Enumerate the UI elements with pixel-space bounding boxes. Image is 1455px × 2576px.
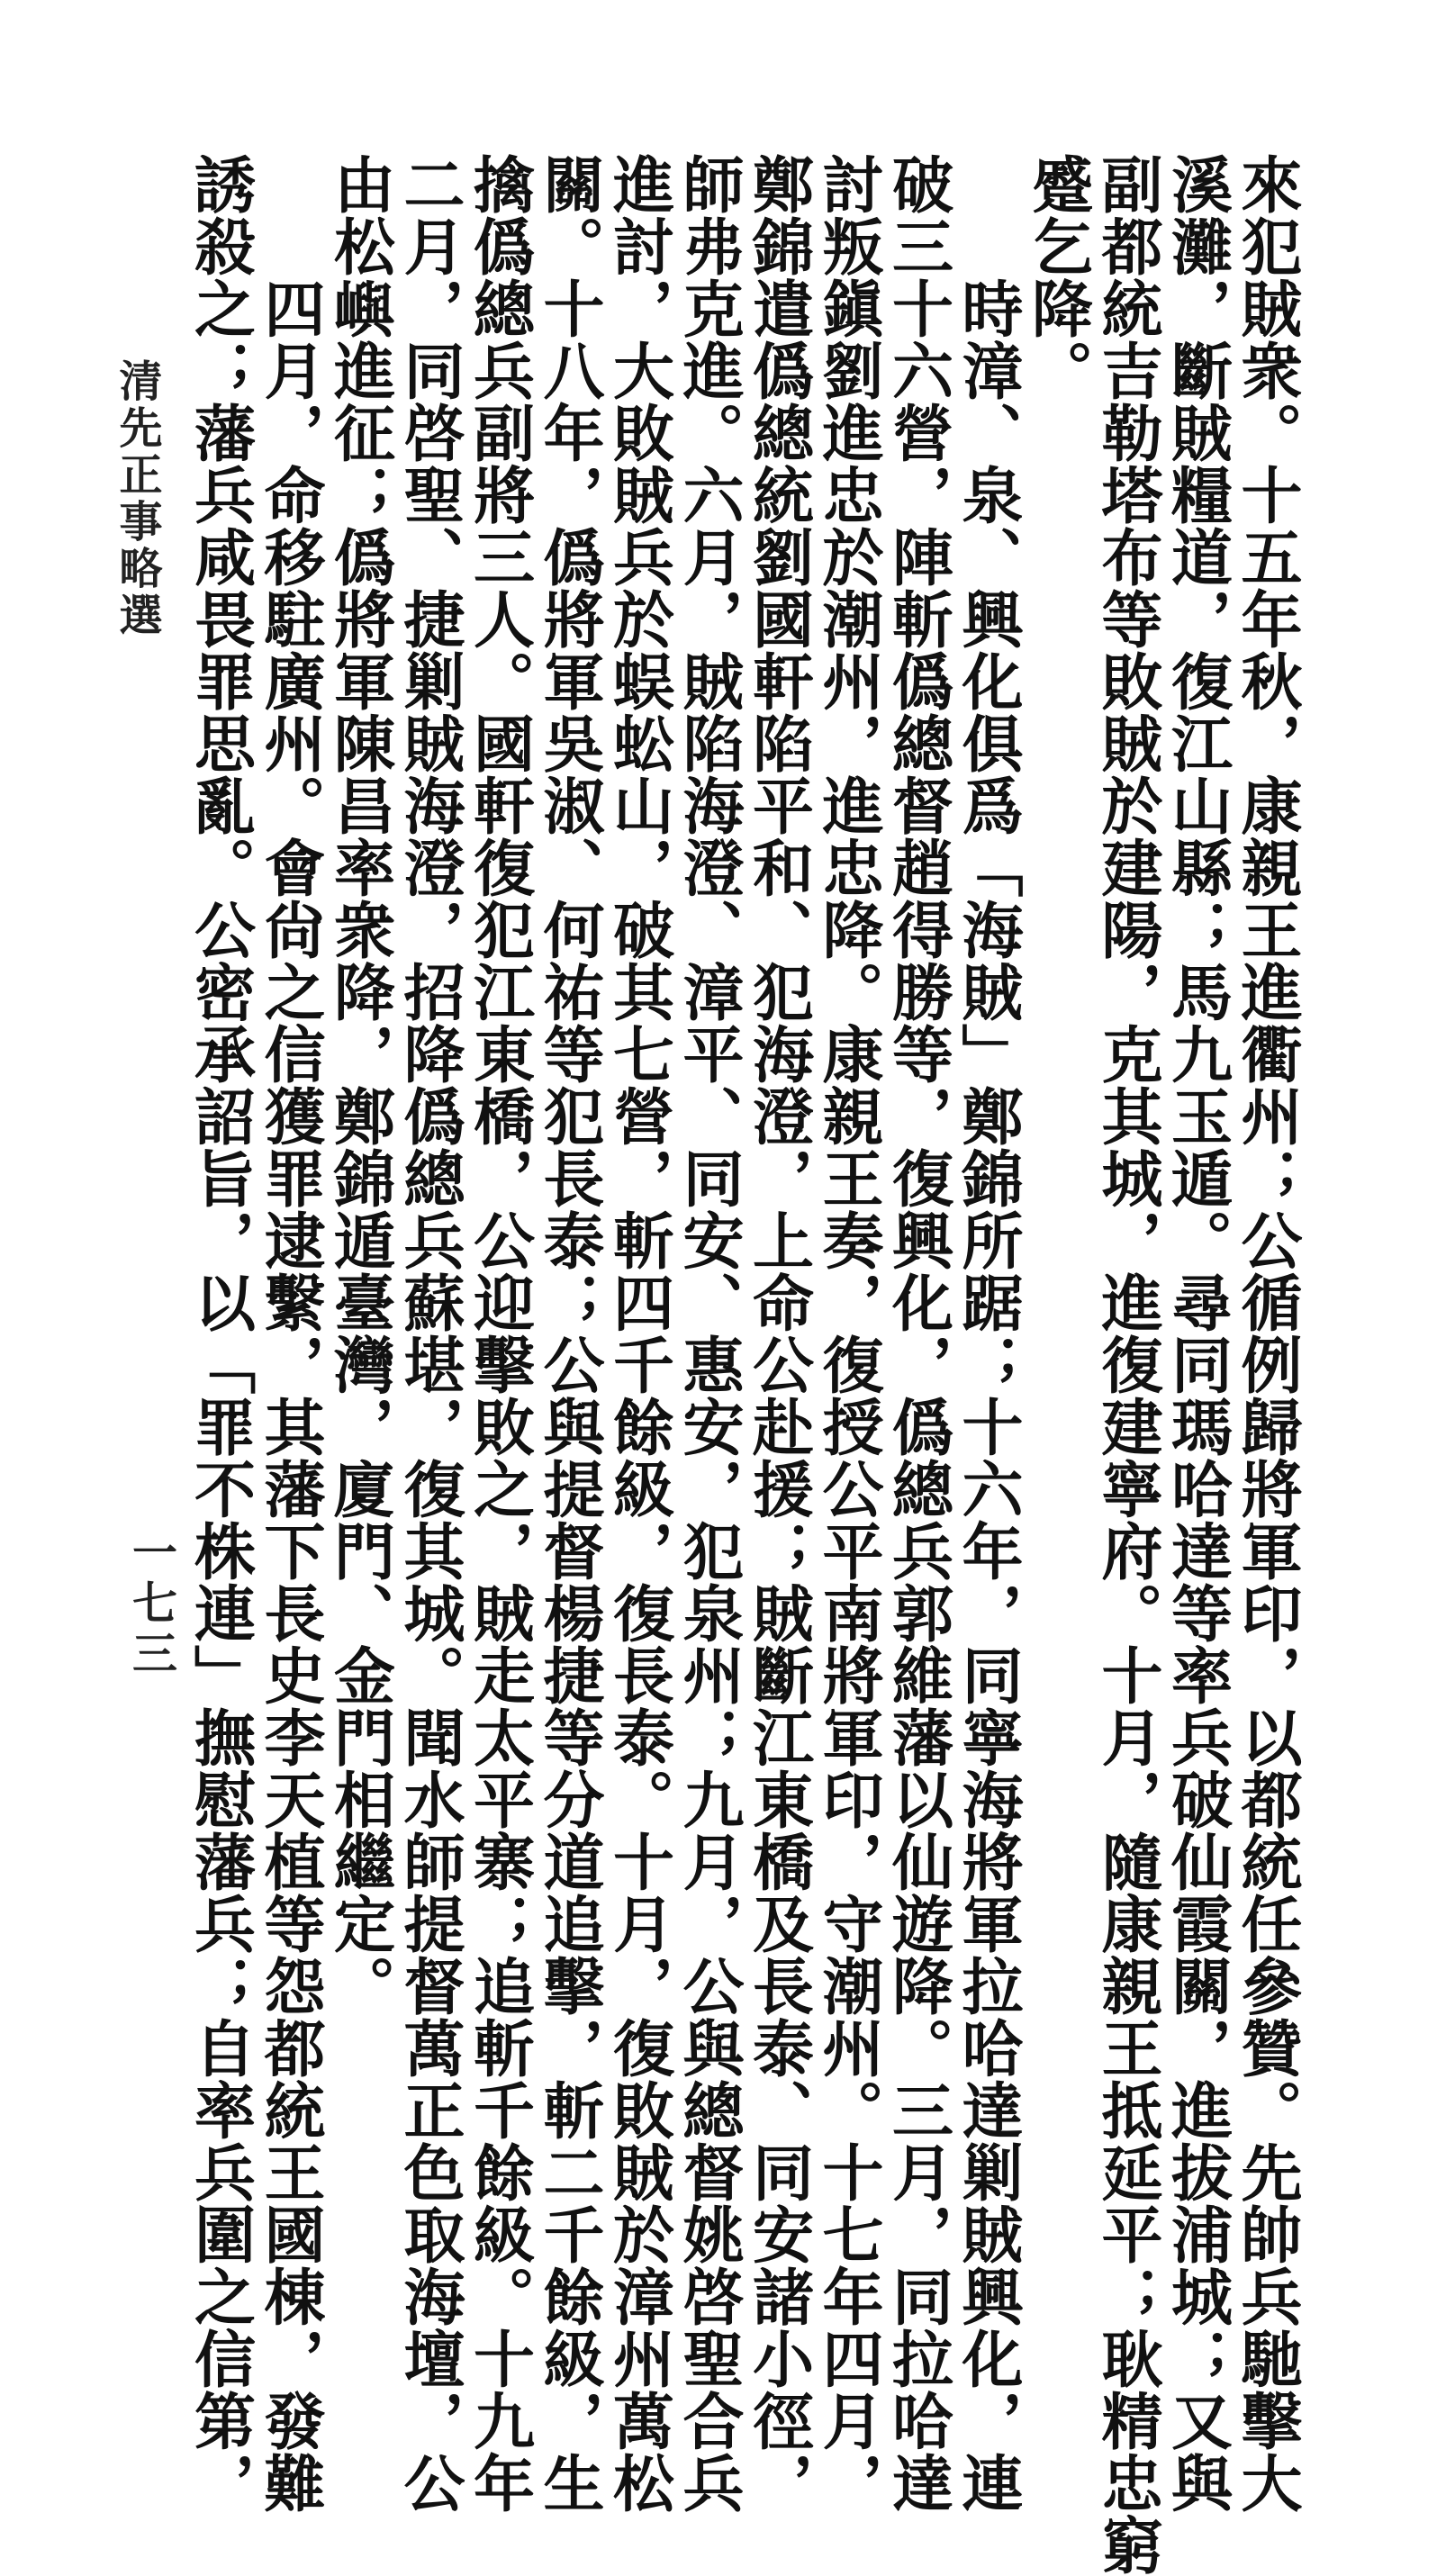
- text-column: 師弗克進。六月，賊陷海澄、漳平、同安、惠安，犯泉州；九月，公與總督姚啓聖合兵: [673, 153, 745, 2514]
- text-column: 來犯賊衆。十五年秋，康親王進衢州；公循例歸將軍印，以都統任參贊。先帥兵馳擊大: [1231, 153, 1303, 2514]
- running-head: 清先正事略選: [112, 358, 162, 639]
- text-column: 四月，命移駐廣州。會尙之信獲罪逮繫，其藩下長史李天植等怨都統王國棟，發難: [254, 153, 326, 2514]
- text-column: 誘殺之；藩兵咸畏罪思亂。公密承詔旨，以「罪不株連」撫慰藩兵；自率兵圍之信第，: [184, 153, 257, 2514]
- page-number: 一七三: [125, 1529, 178, 1680]
- text-column: 由松嶼進征；僞將軍陳昌率衆降，鄭錦遁臺灣，廈門、金門相繼定。: [323, 153, 396, 2017]
- text-column: 關。十八年，僞將軍吳淑、何祐等犯長泰；公與提督楊捷等分道追擊，斬二千餘級，生: [533, 153, 605, 2514]
- text-column: 蹙乞降。: [1021, 153, 1094, 402]
- text-column: 二月，同啓聖、捷剿賊海澄，招降僞總兵蘇堪，復其城。聞水師提督萬正色取海壇，公: [393, 153, 465, 2514]
- text-column: 破三十六營，陣斬僞總督趙得勝等，復興化，僞總兵郭維藩以仙遊降。三月，同拉哈達: [881, 153, 954, 2514]
- body-text: [184, 153, 1303, 2576]
- text-column: 擒僞總兵副將三人。國軒復犯江東橋，公迎擊敗之，賊走太平寨；追斬千餘級。十九年: [463, 153, 536, 2514]
- text-column: 鄭錦遣僞總統劉國軒陷平和、犯海澄，上命公赴援；賊斷江東橋及長泰、同安諸小徑，: [742, 153, 815, 2514]
- text-column: 副都統吉勒塔布等敗賊於建陽，克其城，進復建寧府。十月，隨康親王抵延平；耿精忠窮: [1091, 153, 1163, 2576]
- text-column: 溪灘，斷賊糧道，復江山縣；馬九玉遁。尋同瑪哈達等率兵破仙霞關，進拔浦城；又與: [1161, 153, 1234, 2514]
- text-column: 討叛鎭劉進忠於潮州，進忠降。康親王奏，復授公平南將軍印，守潮州。十七年四月，: [812, 153, 884, 2514]
- text-column: 進討，大敗賊兵於蜈蚣山，破其七營，斬四千餘級，復長泰。十月，復敗賊於漳州萬松: [602, 153, 675, 2514]
- text-column: 時漳、泉、興化俱爲「海賊」鄭錦所踞；十六年，同寧海將軍拉哈達剿賊興化，連: [952, 153, 1024, 2514]
